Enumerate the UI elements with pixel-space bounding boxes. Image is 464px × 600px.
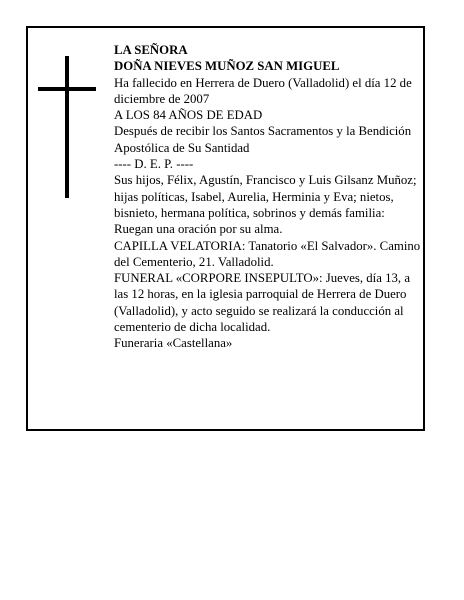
- prayer-request: Ruegan una oración por su alma.: [114, 222, 283, 237]
- cross-icon: [38, 56, 96, 198]
- death-statement: Ha fallecido en Herrera de Duero (Valladolid) el día 12 de diciembre de 2007: [114, 75, 412, 106]
- deceased-name: DOÑA NIEVES MUÑOZ SAN MIGUEL: [114, 59, 340, 74]
- cross-vertical-bar: [65, 56, 69, 198]
- obituary-notice: [26, 26, 425, 431]
- funeral-info: FUNERAL «CORPORE INSEPULTO»: Jueves, día 13, a las 12 horas, en la iglesia parroquial de Herrera de Duero (Valladolid), y acto seguido se realizará la conducción al cementerio de dicha localidad.: [114, 271, 410, 335]
- heading-title: LA SEÑORA: [114, 43, 188, 57]
- cross-horizontal-bar: [38, 87, 96, 91]
- age-line: A LOS 84 AÑOS DE EDAD: [114, 108, 263, 123]
- chapel-info: CAPILLA VELATORIA: Tanatorio «El Salvador». Camino del Cementerio, 21. Valladolid.: [114, 238, 421, 269]
- rip-line: ---- D. E. P. ----: [114, 157, 194, 172]
- family-line: Sus hijos, Félix, Agustín, Francisco y Luis Gilsanz Muñoz; hijas políticas, Isabel, Aurelia, Herminia y Eva; nietos, bisnieto, hermana política, sobrinos y demás familia:: [114, 173, 417, 220]
- funeral-home: Funeraria «Castellana»: [114, 336, 233, 351]
- sacraments-line: Después de recibir los Santos Sacramentos y la Bendición Apostólica de Su Santidad: [114, 124, 412, 155]
- notice-text: [114, 42, 422, 352]
